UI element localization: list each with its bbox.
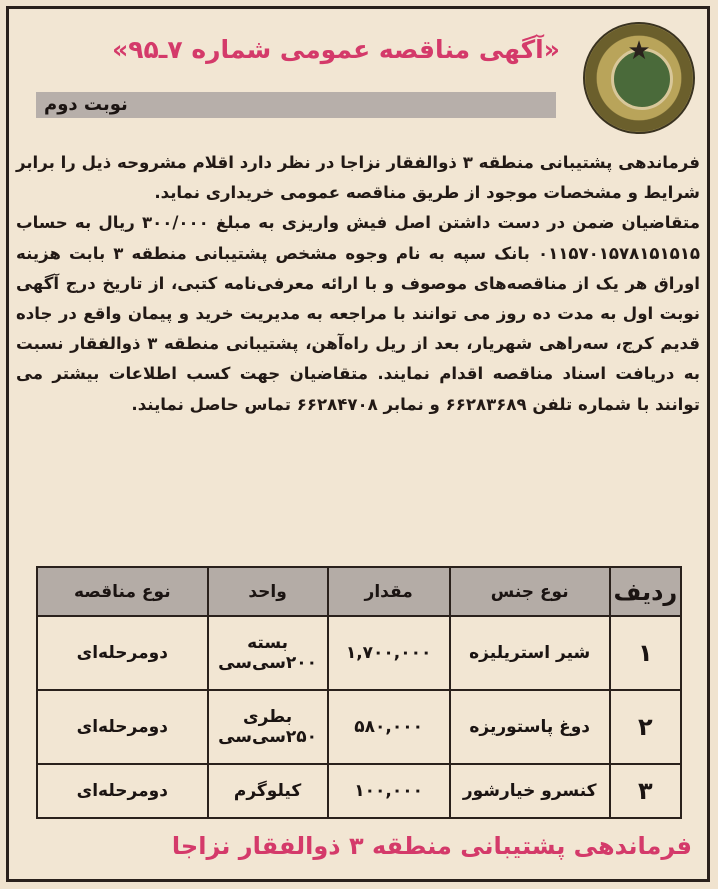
item-quantity: ۵۸۰,۰۰۰ (328, 690, 450, 764)
issuer-footer: فرماندهی پشتیبانی منطقه ۳ ذوالفقار نزاجا (171, 832, 692, 860)
unit-line1: بطری (243, 707, 293, 727)
army-emblem-icon: ★ (583, 22, 695, 134)
paragraph-instructions: متقاضیان ضمن در دست داشتن اصل فیش واریزی به مبلغ ۳۰۰/۰۰۰ ریال به حساب ۰۱۱۵۷۰۱۵۷۸۱۵۱۵۱۵ بانک سپه به نام وجوه مشخص پشتیبانی منطقه ۳ بابت هزینه اوراق هر یک از مناقصه‌های موصوف و با ارائه معرفی‌نامه کتبی، از تاریخ درج آگهی نوبت اول به مدت ده روز می توانند با مراجعه به مدیریت خرید و پیمان واقع در جاده قدیم کرج، سه‌راهی شهریار، بعد از ریل راه‌آهن، پشتیبانی منطقه ۳ ذوالفقار نسبت به دریافت اسناد مناقصه اقدام نمایند. متقاضیان جهت کسب اطلاعات بیشتر می توانند با شماره تلفن ۶۶۲۸۳۶۸۹ و نمابر ۶۶۲۸۴۷۰۸ تماس حاصل نمایند. (16, 213, 700, 414)
row-number: ۲ (610, 690, 681, 764)
row-number: ۳ (610, 764, 681, 818)
items-table (36, 566, 682, 819)
tender-type: دومرحله‌ای (37, 764, 208, 818)
table-row (37, 616, 681, 690)
notice-title: «آگهی مناقصه عمومی شماره ۷ـ۹۵» (112, 35, 560, 64)
item-quantity: ۱۰۰,۰۰۰ (328, 764, 450, 818)
item-name: شیر استریلیزه (450, 616, 610, 690)
header-item: نوع جنس (450, 567, 610, 616)
table-header-row (37, 567, 681, 616)
unit-line1: کیلوگرم (233, 781, 302, 801)
header-row-number: ردیف (610, 567, 681, 616)
item-name: کنسرو خیارشور (450, 764, 610, 818)
turn-label: نوبت دوم (44, 94, 128, 115)
header-quantity: مقدار (328, 567, 450, 616)
item-unit (208, 690, 328, 764)
row-number: ۱ (610, 616, 681, 690)
header-tender-type: نوع مناقصه (37, 567, 208, 616)
paragraph-intro: فرماندهی پشتیبانی منطقه ۳ ذوالفقار نزاجا در نظر دارد اقلام مشروحه ذیل را برابر شرایط و مشخصات موجود از طریق مناقصه عمومی خریداری نماید. (16, 153, 700, 203)
item-quantity: ۱,۷۰۰,۰۰۰ (328, 616, 450, 690)
notice-body (16, 148, 700, 420)
table-row (37, 690, 681, 764)
unit-line2: ۲۵۰سی‌سی (218, 727, 318, 747)
unit-line1: بسته (247, 633, 289, 653)
item-name: دوغ پاستوریزه (450, 690, 610, 764)
tender-type: دومرحله‌ای (37, 616, 208, 690)
table-row (37, 764, 681, 818)
item-unit (208, 764, 328, 818)
unit-line2: ۲۰۰سی‌سی (218, 653, 318, 673)
item-unit (208, 616, 328, 690)
tender-type: دومرحله‌ای (37, 690, 208, 764)
header-unit: واحد (208, 567, 328, 616)
turn-banner (36, 92, 556, 118)
